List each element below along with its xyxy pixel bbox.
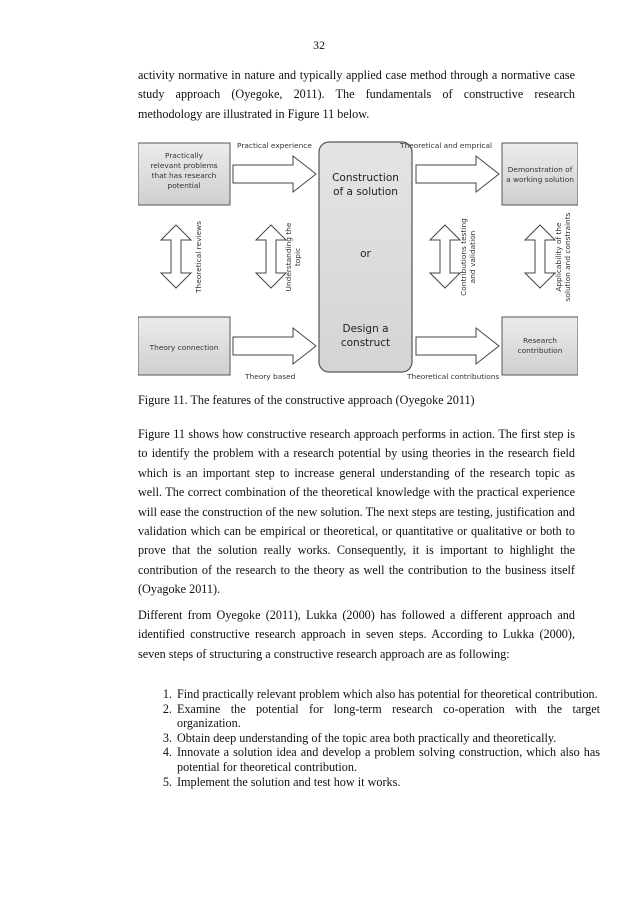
label-applicability-line-2: solution and constraints: [563, 212, 572, 302]
list-item: 4. Innovate a solution idea and develop a problem solving construction, which also has potential for theoretical contribution.: [175, 745, 600, 774]
center-bottom-line-2: construct: [340, 337, 391, 349]
label-theory-based: Theory based: [245, 372, 296, 381]
box-demonstration-line-2: a working solution: [506, 175, 574, 184]
list-item: 2. Examine the potential for long-term research co-operation with the target organization.: [175, 702, 600, 731]
arrow-theoretical-empirical: [416, 156, 499, 192]
label-theoretical-empirical: Theoretical and emprical: [400, 141, 493, 150]
box-practically-line-2: relevant problems: [150, 161, 218, 170]
label-contributions-testing-line-1: Contributions testing: [459, 218, 468, 296]
steps-list: [150, 687, 600, 789]
box-demonstration: [502, 143, 578, 205]
arrow-contributions-testing: [430, 225, 460, 288]
arrow-practical-experience: [233, 156, 316, 192]
box-practically-line-4: potential: [167, 181, 201, 190]
arrow-theoretical-reviews: [161, 225, 191, 288]
list-item: 1. Find practically relevant problem which also has potential for theoretical contribution.: [175, 687, 600, 702]
figure-caption: Figure 11. The features of the constructive approach (Oyegoke 2011): [138, 393, 475, 407]
label-applicability-line-1: Applicability of the: [554, 222, 563, 292]
box-research-contribution-line-1: Research: [523, 336, 557, 345]
arrow-understanding: [256, 225, 286, 288]
lukka-paragraph: Different from Oyegoke (2011), Lukka (2000) has followed a different approach and identified constructive research approach in seven steps. According to Lukka (2000), seven steps of structuring a constructive research approach are as following:: [138, 608, 575, 661]
center-top-line-2: of a solution: [333, 186, 398, 198]
label-theoretical-reviews: Theoretical reviews: [194, 221, 203, 293]
label-understanding-line-1: Understanding the: [284, 222, 293, 292]
arrow-theoretical-contributions: [416, 328, 499, 364]
label-understanding-line-2: topic: [293, 247, 302, 267]
arrow-theory-based: [233, 328, 316, 364]
box-theory-connection-label: Theory connection: [149, 343, 219, 352]
intro-paragraph: activity normative in nature and typically applied case method through a normative case study approach (Oyegoke, 2011). The fundamentals of constructive research methodology are illustrated in Figure 11 below.: [138, 68, 575, 121]
list-item: 3. Obtain deep understanding of the topic area both practically and theoretically.: [175, 731, 600, 746]
label-practical-experience: Practical experience: [237, 141, 312, 150]
center-bottom-line-1: Design a: [342, 323, 389, 335]
arrow-applicability: [525, 225, 555, 288]
box-demonstration-line-1: Demonstration of: [507, 165, 573, 174]
list-item: 5. Implement the solution and test how it works.: [175, 775, 600, 790]
box-practically-line-3: that has research: [151, 171, 217, 180]
constructive-approach-figure: [138, 137, 578, 383]
page-number: 32: [313, 38, 325, 52]
center-or: or: [360, 248, 371, 260]
label-contributions-testing-line-2: and validation: [468, 230, 477, 284]
box-practically-line-1: Practically: [165, 151, 203, 160]
explanation-paragraph: Figure 11 shows how constructive research approach performs in action. The first step is to identify the problem with a research potential by using theories in the research field which is an important step to increase general understanding of the research topic as well. The correct combination of the theoretical knowledge with the practical experience will ease the construction of the new solution. The next steps are testing, justification and validation which can be empirical or theoretical, or quantitative or qualitative or both to prove that the solution really works. Consequently, it is important to highlight the contribution of the research to the theory as well the contribution to the business itself (Oyagoke 2011).: [138, 427, 575, 597]
center-top-line-1: Construction: [332, 172, 399, 184]
box-research-contribution-line-2: contribution: [517, 346, 563, 355]
label-theoretical-contributions: Theoretical contributions: [407, 372, 500, 381]
